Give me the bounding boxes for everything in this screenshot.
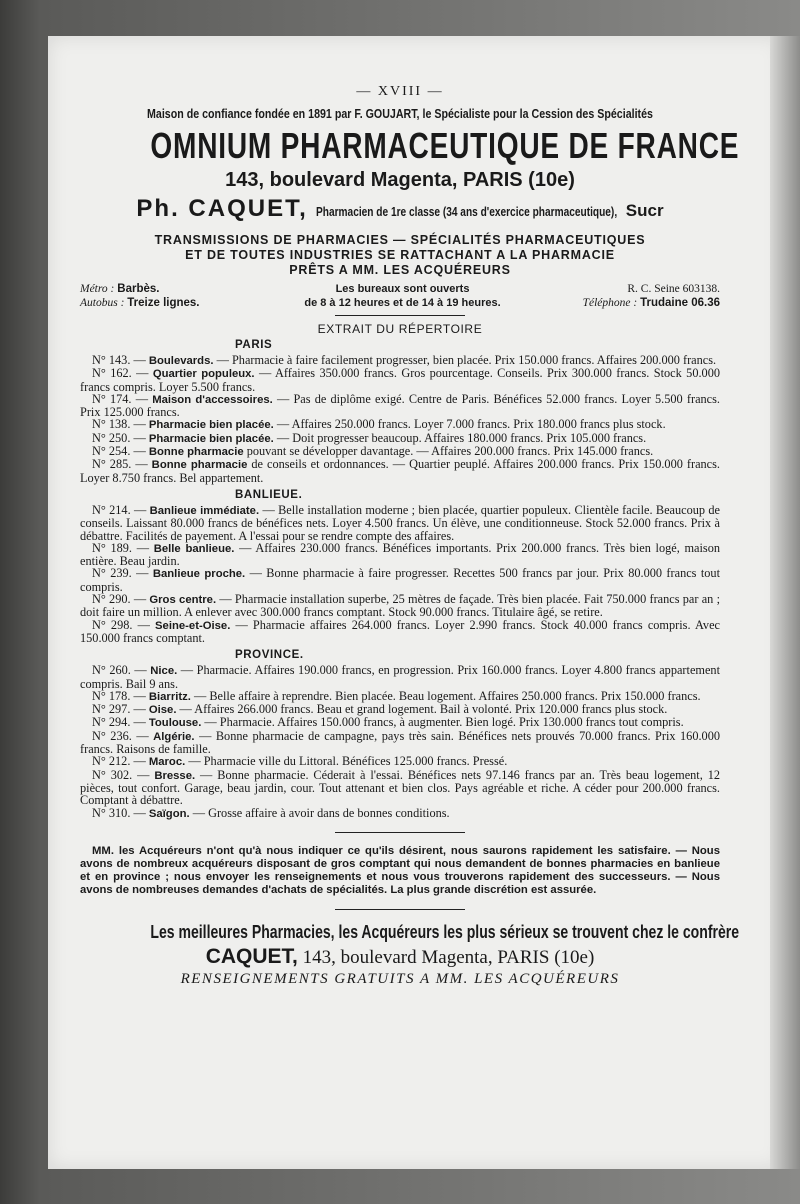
listing-name: Oise. [148, 704, 177, 717]
registration-info [545, 282, 720, 310]
listing-name: Saïgon. [148, 807, 190, 820]
listing-text: — Doit progresser beaucoup. Affaires 180.000 francs. Prix 105.000 francs. [273, 430, 647, 445]
listing-ref: N° 162. — [92, 366, 153, 381]
listing-ref: N° 178. — [92, 688, 149, 703]
listing-ref: N° 260. — [92, 663, 151, 678]
listing-ref: N° 250. — [92, 430, 149, 445]
address: 143, boulevard Magenta, PARIS (10e) [225, 169, 575, 191]
listing-name: Nice. [150, 665, 178, 678]
listing-name: Belle banlieue. [153, 542, 235, 555]
section-listings [80, 664, 720, 820]
director-line [80, 195, 720, 223]
listing-item [80, 755, 720, 768]
notice-paragraph: MM. les Acquéreurs n'ont qu'à nous indiquer ce qu'ils désirent, nous saurons rapidement les satisfaire. — Nous avons de nombreux acquéreurs disposant de gros comptant qui nous demandent de bonnes pharmacies en banlieue et en province ; nous envoyer les renseignements et nous vous trouverons rapidement des successeurs. — Nous avons de nombreuses demandes d'achats de spécialités. La plus grande discrétion est assurée. [80, 844, 720, 896]
services-headings [80, 233, 720, 278]
listing-name: Gros centre. [149, 594, 217, 607]
listing-ref: N° 298. — [92, 617, 156, 632]
listing-text: — Pharmacie ville du Littoral. Bénéfices 125.000 francs. Pressé. [185, 754, 508, 769]
listing-item [80, 504, 720, 542]
listing-item [80, 619, 720, 645]
listing-item [80, 690, 720, 703]
listing-text: pouvant se développer davantage. — Affaires 200.000 francs. Prix 145.000 francs. [243, 444, 654, 459]
section-listings [80, 354, 720, 484]
listing-ref: N° 297. — [92, 702, 149, 717]
info-row [80, 282, 720, 310]
listing-ref: N° 189. — [92, 540, 154, 555]
section-listings [80, 504, 720, 644]
listing-ref: N° 285. — [92, 457, 152, 472]
listing-name: Bonne pharmacie [151, 459, 248, 472]
tagline: Maison de confiance fondée en 1891 par F. GOUJART, le Spécialiste pour la Cession des Spécialités [147, 106, 653, 121]
listing-item [80, 593, 720, 619]
service-line: ET DE TOUTES INDUSTRIES SE RATTACHANT A LA PHARMACIE [185, 248, 615, 262]
listing-sections [80, 339, 720, 820]
director-name: Ph. CAQUET, [136, 195, 308, 222]
listing-name: Algérie. [153, 730, 195, 743]
listing-name: Banlieue proche. [152, 568, 246, 581]
listing-ref: N° 236. — [92, 728, 154, 743]
listing-item [80, 769, 720, 807]
listing-item [80, 567, 720, 593]
promo-address-line [80, 945, 720, 969]
listing-text: — Pharmacie à faire facilement progresser, bien placée. Prix 150.000 francs. Affaires 200.000 francs. [213, 353, 717, 367]
director-suffix: Sucr [625, 201, 664, 220]
listing-text: — Bonne pharmacie. Céderait à l'essai. Bénéfices nets 97.146 francs par an. Très beau logement, 12 pièces, tout confort. Garage, beau jardin, cour. Tout attenant et bien clos. Pays agréable et riche. A céder pour 200.000 francs. Comptant à débattre. [80, 767, 720, 808]
section-heading: BANLIEUE. [235, 488, 303, 501]
listing-name: Quartier populeux. [152, 368, 255, 381]
listing-name: Seine-et-Oise. [155, 619, 231, 632]
hours-line: de 8 à 12 heures et de 14 à 19 heures. [304, 297, 501, 309]
listing-text: — Grosse affaire à avoir dans de bonnes conditions. [189, 805, 450, 820]
listing-ref: N° 310. — [92, 805, 149, 820]
listing-ref: N° 254. — [92, 444, 149, 459]
divider [335, 832, 465, 833]
hours-line: Les bureaux sont ouverts [335, 283, 470, 295]
metro-label: Métro : [80, 283, 115, 295]
autobus-label: Autobus : [80, 297, 125, 309]
listing-name: Boulevards. [148, 355, 214, 367]
director-qualification: Pharmacien de 1re classe (34 ans d'exercice pharmaceutique), [315, 204, 617, 219]
page-content [80, 84, 740, 988]
listing-name: Maroc. [148, 756, 186, 769]
listing-name: Toulouse. [148, 717, 202, 730]
listing-item [80, 542, 720, 568]
promo-line: Les meilleures Pharmacies, les Acquéreurs les plus sérieux se trouvent chez le confrère [150, 921, 740, 942]
listing-ref: N° 174. — [92, 391, 153, 406]
listing-name: Pharmacie bien placée. [148, 432, 274, 445]
page-number: — XVIII — [356, 84, 444, 99]
listing-item [80, 354, 720, 367]
phone-value: Trudaine 06.36 [640, 297, 720, 309]
listing-ref: N° 212. — [92, 754, 149, 769]
listing-item [80, 418, 720, 431]
listing-text: — Belle installation moderne ; bien placée, quartier populeux. Clientèle facile. Beaucoup de conseils. Laissant 80.000 francs de bénéfices nets. Loyer 4.500 francs. Un élève, une conditionneuse. Stock 52.000 francs. Prix à débattre. Facilités de payement. A l'essai pour se rendre compte des affaires. [80, 502, 720, 543]
listing-text: — Affaires 266.000 francs. Beau et grand logement. Bail à volonté. Prix 120.000 francs plus stock. [176, 702, 668, 717]
listing-item [80, 393, 720, 419]
listing-text: — Pharmacie affaires 264.000 francs. Loyer 2.990 francs. Stock 40.000 francs compris. Avec 150.000 francs comptant. [80, 617, 720, 645]
listing-name: Biarritz. [148, 690, 191, 703]
extract-title: EXTRAIT DU RÉPERTOIRE [317, 322, 483, 336]
listing-item [80, 367, 720, 393]
listing-text: — Affaires 250.000 francs. Loyer 7.000 francs. Prix 180.000 francs plus stock. [273, 417, 666, 432]
listing-item [80, 432, 720, 445]
listing-name: Maison d'accessoires. [152, 393, 273, 406]
listing-text: de conseils et ordonnances. — Quartier peuplé. Affaires 200.000 francs. Prix 150.000 francs. Loyer 8.750 francs. Bel appartement. [80, 457, 721, 485]
divider [335, 315, 465, 316]
listing-text: — Bonne pharmacie de campagne, pays très sain. Bénéfices nets prouvés 70.000 francs. Prix 160.000 francs. Raisons de famille. [80, 728, 720, 757]
book-spine [770, 36, 800, 1169]
transport-info [80, 282, 260, 310]
listing-name: Bonne pharmacie [148, 446, 244, 459]
listing-item [80, 664, 720, 690]
listing-item [80, 807, 720, 820]
section-heading: PROVINCE. [235, 649, 304, 662]
rc-number: R. C. Seine 603138. [627, 283, 720, 295]
divider [335, 909, 465, 910]
promo-subline: RENSEIGNEMENTS GRATUITS A MM. LES ACQUÉREURS [180, 970, 620, 987]
listing-text: — Bonne pharmacie à faire progresser. Recettes 500 francs par jour. Prix 80.000 francs tout compris. [80, 566, 721, 594]
listing-item [80, 716, 720, 729]
autobus-value: Treize lignes. [127, 297, 200, 309]
promo-address: 143, boulevard Magenta, PARIS (10e) [297, 946, 595, 968]
listing-text: — Pas de diplôme exigé. Centre de Paris. Bénéfices 52.000 francs. Loyer 5.500 francs. Prix 125.000 francs. [80, 391, 720, 420]
listing-text: — Affaires 350.000 francs. Gros pourcentage. Conseils. Prix 300.000 francs. Stock 50.000 francs compris. Loyer 5.500 francs. [80, 366, 721, 394]
phone-label: Téléphone : [582, 297, 638, 309]
section-heading: PARIS [235, 339, 273, 351]
page-title: OMNIUM PHARMACEUTIQUE DE FRANCE [150, 125, 740, 166]
listing-item [80, 730, 720, 756]
listing-ref: N° 290. — [92, 592, 150, 607]
listing-item [80, 445, 720, 458]
listing-name: Bresse. [154, 769, 196, 782]
listing-ref: N° 138. — [92, 417, 149, 432]
listing-name: Pharmacie bien placée. [148, 419, 274, 432]
listing-name: Banlieue immédiate. [149, 504, 260, 517]
listing-text: — Affaires 230.000 francs. Bénéfices importants. Prix 200.000 francs. Très bien logé, maison entière. Beau jardin. [80, 540, 721, 569]
listing-ref: N° 294. — [92, 715, 149, 730]
listing-text: — Belle affaire à reprendre. Bien placée. Beau logement. Affaires 250.000 francs. Prix 150.000 francs. [190, 688, 701, 703]
listing-item [80, 703, 720, 716]
metro-value: Barbès. [117, 283, 160, 295]
listing-text: — Pharmacie installation superbe, 25 mètres de façade. Très bien placée. Fait 750.000 francs par an ; doit faire un million. A enlever avec 300.000 francs comptant. Stock 90.000 francs. Titulaire âgé, se retire. [80, 592, 720, 620]
listing-text: — Pharmacie. Affaires 190.000 francs, en progression. Prix 160.000 francs. Loyer 4.800 francs appartement compris. Bail 9 ans. [80, 663, 720, 691]
listing-ref: N° 239. — [92, 566, 153, 581]
promo-name: CAQUET, [205, 944, 298, 968]
office-hours [278, 282, 528, 310]
service-line: TRANSMISSIONS DE PHARMACIES — SPÉCIALITÉS PHARMACEUTIQUES [154, 233, 646, 247]
listing-ref: N° 143. — [92, 353, 149, 367]
service-line: PRÊTS A MM. LES ACQUÉREURS [289, 263, 511, 277]
listing-item [80, 458, 720, 484]
listing-ref: N° 302. — [92, 767, 155, 782]
listing-ref: N° 214. — [92, 502, 150, 517]
listing-text: — Pharmacie. Affaires 150.000 francs, à augmenter. Bien logé. Prix 130.000 francs tout compris. [201, 715, 684, 730]
